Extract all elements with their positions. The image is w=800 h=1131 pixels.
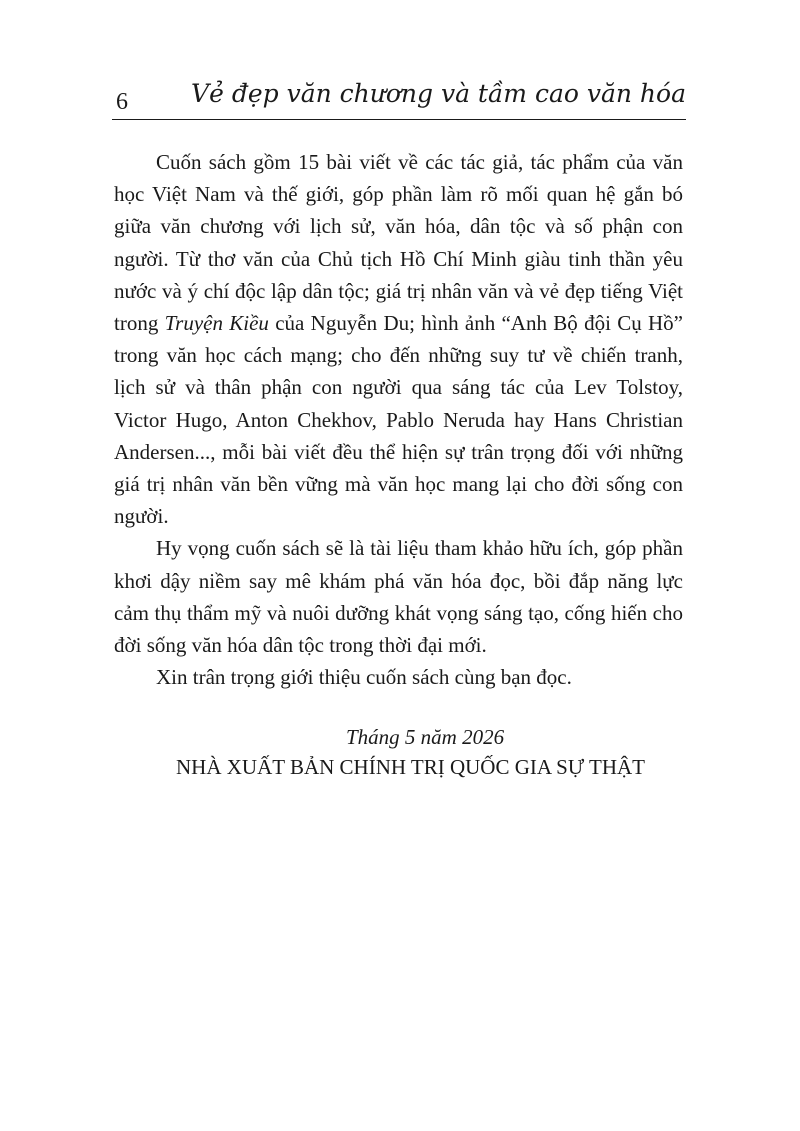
signature-publisher: NHÀ XUẤT BẢN CHÍNH TRỊ QUỐC GIA SỰ THẬT — [176, 755, 645, 779]
book-title-truyen-kieu: Truyện Kiều — [164, 311, 269, 336]
signature-date: Tháng 5 năm 2026 — [346, 725, 505, 749]
paragraph-1-text-b: của Nguyễn Du; hình ảnh “Anh Bộ đội Cụ Hồ” trong văn học cách mạng; cho đến những suy tư về chiến tranh, lịch sử và thân phận con người qua sáng tác của Lev Tolstoy, Victor Hugo, Anton Chekhov, Pablo Neruda hay Hans Christian Andersen..., mỗi bài viết đều thể hiện sự trân trọng đối với những giá trị nhân văn bền vững mà văn học mang lại cho đời sống con người. — [114, 311, 683, 529]
paragraph-2: Hy vọng cuốn sách sẽ là tài liệu tham khảo hữu ích, góp phần khơi dậy niềm say mê khám phá văn hóa đọc, bồi đắp năng lực cảm thụ thẩm mỹ và nuôi dưỡng khát vọng sáng tạo, cống hiến cho đời sống văn hóa dân tộc trong thời đại mới. — [114, 536, 683, 658]
paragraph-1-text-a: Cuốn sách gồm 15 bài viết về các tác giả, tác phẩm của văn học Việt Nam và thế giới, góp phần làm rõ mối quan hệ gắn bó giữa văn chương với lịch sử, văn hóa, dân tộc và số phận con người. Từ thơ văn của Chủ tịch Hồ Chí Minh giàu tinh thần yêu nước và ý chí độc lập dân tộc; giá trị nhân văn và vẻ đẹp tiếng Việt trong — [114, 150, 683, 336]
page-header — [112, 72, 686, 120]
page-number: 6 — [116, 89, 128, 115]
paragraph-1 — [114, 146, 683, 532]
header-rule — [112, 119, 686, 120]
paragraph-3: Xin trân trọng giới thiệu cuốn sách cùng bạn đọc. — [156, 665, 572, 690]
body-text — [114, 146, 683, 693]
running-title: Vẻ đẹp văn chương và tầm cao văn hóa — [191, 79, 686, 108]
